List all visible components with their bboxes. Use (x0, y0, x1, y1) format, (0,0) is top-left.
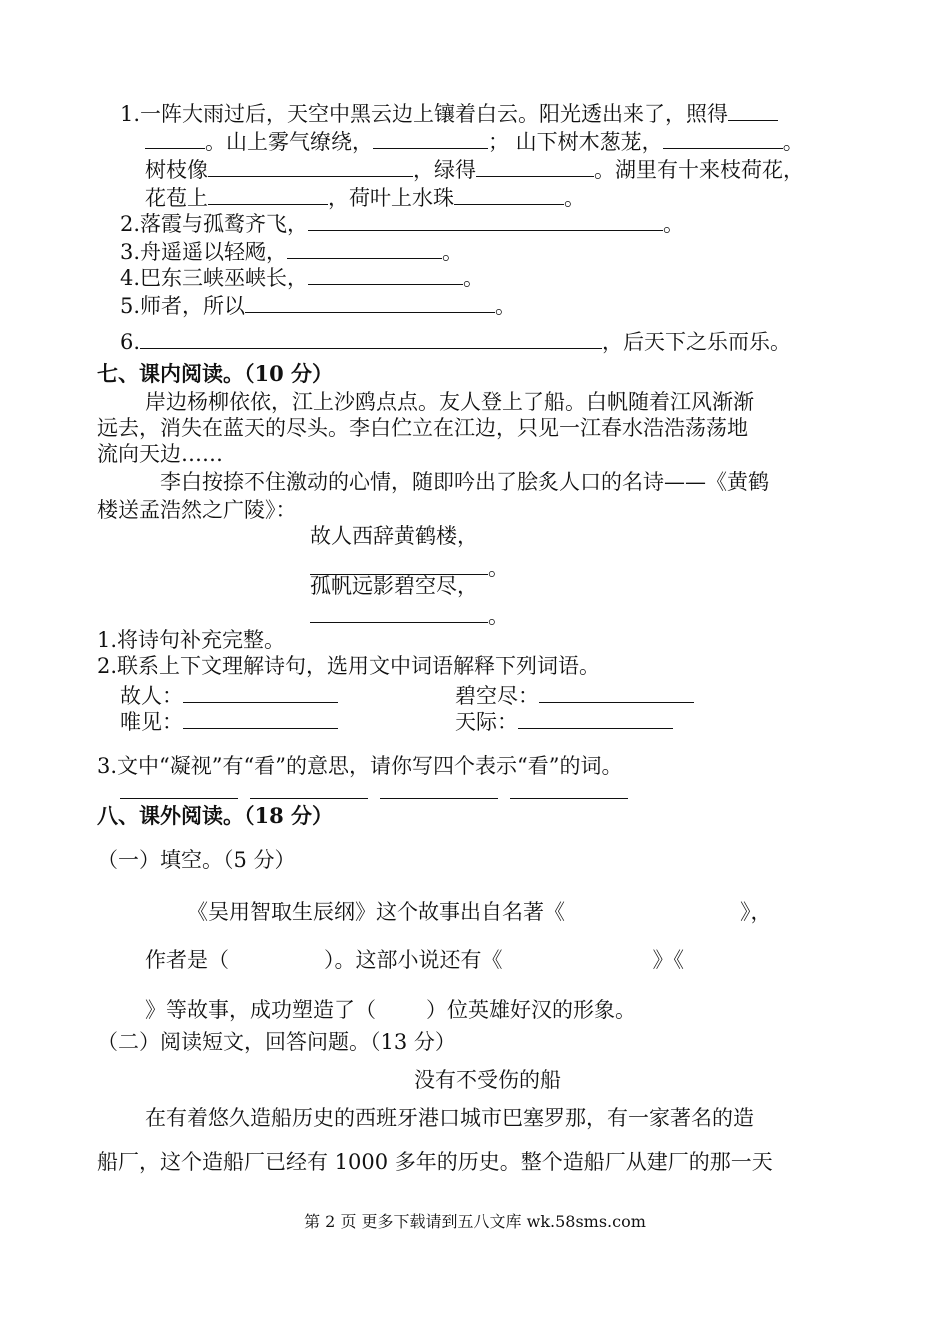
section7-title: 七、课内阅读。（10 分） (97, 361, 334, 386)
blank[interactable] (250, 776, 368, 799)
passage-line: 远去，消失在蓝天的尽头。李白伫立在江边，只见一江春水浩浩荡荡地 (97, 416, 748, 440)
q4-text: 4.巴东三峡巫峡长， (120, 266, 309, 290)
fill-text: ）。这部小说还有《 (324, 948, 503, 972)
question-2: 2.联系上下文理解诗句，选用文中词语解释下列词语。 (97, 654, 601, 678)
word-label: 故人： (120, 684, 183, 708)
fill-line-3 (145, 996, 636, 1024)
poem-line-1: 故人西辞黄鹤楼， (310, 524, 478, 548)
fill-text: 《吴用智取生辰纲》这个故事出自名著《 (187, 900, 565, 924)
q1-text: ； 山下树木葱茏， (488, 130, 663, 154)
blank[interactable] (208, 182, 328, 205)
q1-text: 树枝像 (145, 158, 208, 182)
punct: 。 (463, 266, 485, 290)
q3-text: 3.舟遥遥以轻飏， (120, 240, 288, 264)
subsection-1: （一）填空。（5 分） (97, 848, 296, 872)
q1-line1 (120, 98, 778, 128)
blank[interactable] (663, 126, 783, 149)
blank[interactable] (183, 680, 338, 703)
blank[interactable] (310, 600, 488, 623)
section8-title: 八、课外阅读。（18 分） (97, 803, 334, 828)
q5-line (120, 290, 516, 320)
q5-text: 5.师者，所以 (120, 294, 246, 318)
blank[interactable] (728, 98, 778, 121)
passage-line: 岸边杨柳依依，江上沙鸥点点。友人登上了船。白帆随着江风渐渐 (145, 390, 754, 414)
blank[interactable] (140, 326, 602, 349)
word-label: 天际： (455, 710, 518, 734)
blank[interactable] (245, 290, 495, 313)
q1-text: 1.一阵大雨过后，天空中黑云边上镶着白云。阳光透出来了，照得 (120, 102, 729, 126)
q6-text: 6. (120, 330, 141, 354)
q1-text: 花苞上 (145, 186, 208, 210)
word-label: 唯见： (120, 710, 183, 734)
passage-line: 李白按捺不住激动的心情，随即吟出了脍炙人口的名诗——《黄鹤 (160, 470, 769, 494)
punct: 。 (488, 604, 509, 628)
story-title: 没有不受伤的船 (414, 1068, 561, 1092)
question-3: 3.文中“凝视”有“看”的意思，请你写四个表示“看”的词。 (97, 754, 623, 778)
punct: 。 (495, 294, 517, 318)
fill-text: 》， (740, 900, 772, 924)
story-line: 船厂，这个造船厂已经有 1000 多年的历史。整个造船厂从建厂的那一天 (97, 1150, 773, 1174)
q2-line (120, 208, 684, 238)
punct: 。 (663, 212, 685, 236)
word-label: 碧空尽： (455, 684, 539, 708)
blank[interactable] (287, 236, 442, 259)
blank[interactable] (454, 182, 564, 205)
blank[interactable] (539, 680, 694, 703)
question-1: 1.将诗句补充完整。 (97, 628, 286, 652)
fill-text: 作者是（ (145, 948, 229, 972)
fill-text: 》《 (652, 948, 684, 972)
q1-text: ，绿得 (413, 158, 476, 182)
word-weijian (120, 706, 338, 736)
page-footer: 第 2 页 更多下载请到五八文库 wk.58sms.com (304, 1212, 646, 1231)
blank[interactable] (308, 208, 663, 231)
blank[interactable] (373, 126, 488, 149)
q4-line (120, 262, 484, 292)
q2-text: 2.落霞与孤鹜齐飞， (120, 212, 309, 236)
q1-text: 。湖里有十来枝荷花， (594, 158, 804, 182)
blank[interactable] (208, 154, 413, 177)
poem-line-3: 孤帆远影碧空尽， (310, 574, 478, 598)
passage-line: 楼送孟浩然之广陵》： (97, 498, 297, 522)
punct: 。 (488, 556, 509, 580)
passage-line: 流向天边…… (97, 442, 223, 466)
word-tianji (455, 706, 673, 736)
blank[interactable] (145, 126, 205, 149)
q1-text: ，荷叶上水珠 (328, 186, 454, 210)
subsection-2: （二）阅读短文，回答问题。（13 分） (97, 1030, 456, 1054)
blank[interactable] (308, 262, 463, 285)
story-line: 在有着悠久造船历史的西班牙港口城市巴塞罗那，有一家著名的造 (145, 1106, 754, 1130)
q1-text: 。山上雾气缭绕， (205, 130, 373, 154)
blank[interactable] (476, 154, 594, 177)
blank[interactable] (518, 706, 673, 729)
q6-text: ，后天下之乐而乐。 (602, 330, 792, 354)
punct: 。 (442, 240, 464, 264)
poem-line-4 (310, 600, 509, 630)
fill-text: ）位英雄好汉的形象。 (426, 998, 636, 1022)
fill-line-2 (145, 946, 684, 974)
q6-line (120, 326, 791, 356)
fill-text: 》等故事，成功塑造了（ (145, 998, 376, 1022)
blank[interactable] (120, 776, 238, 799)
blank[interactable] (510, 776, 628, 799)
q1-line3 (145, 154, 804, 184)
q1-text: 。 (564, 186, 585, 210)
blank[interactable] (183, 706, 338, 729)
q1-line2 (145, 126, 804, 156)
fill-line-1 (187, 898, 772, 926)
q1-text: 。 (782, 130, 804, 154)
blank[interactable] (380, 776, 498, 799)
